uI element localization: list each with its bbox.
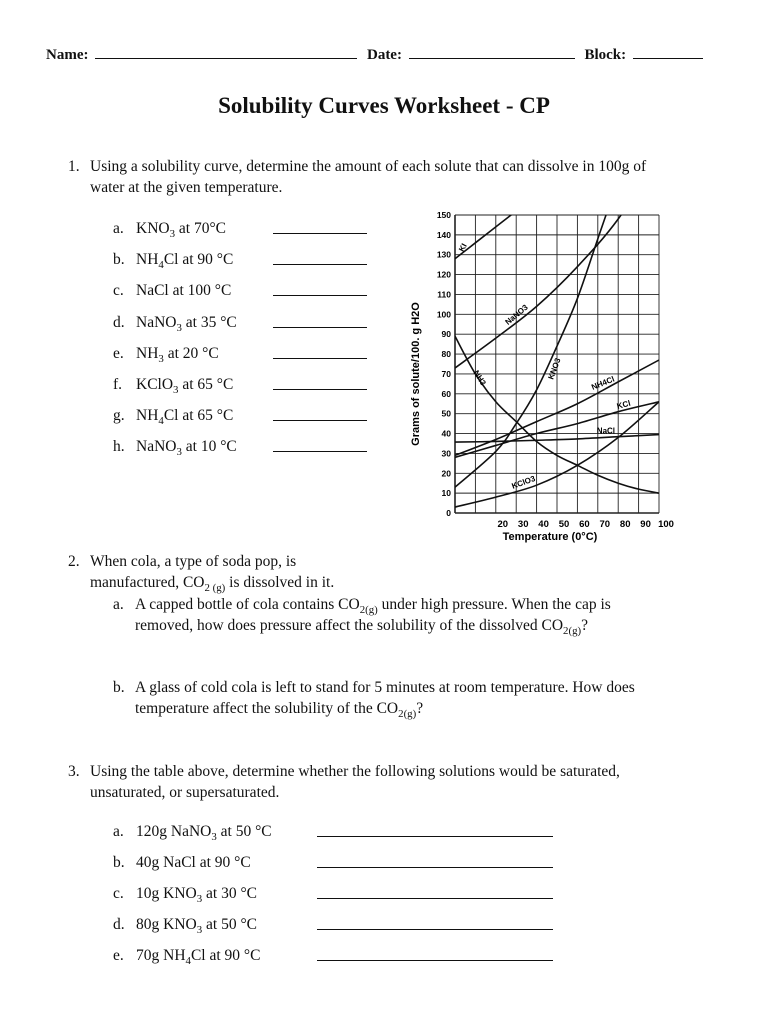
question-2b xyxy=(113,677,753,719)
q1-item-c xyxy=(113,281,371,303)
x-tick-label: 90 xyxy=(640,519,651,530)
answer-line[interactable] xyxy=(317,929,553,930)
y-axis-label: Grams of solute/100. g H2O xyxy=(410,302,422,446)
x-tick-label: 100 xyxy=(658,519,674,530)
item-text: $KNO_3$ at 70°C xyxy=(136,220,226,241)
q1-item-h xyxy=(113,437,371,459)
q3-item-d xyxy=(113,915,557,937)
y-tick-label: 0 xyxy=(446,508,451,518)
item-label: d. xyxy=(113,313,125,331)
x-tick-label: 80 xyxy=(619,519,631,530)
series-label-nh4cl: NH4Cl xyxy=(590,374,616,392)
answer-line[interactable] xyxy=(273,451,367,452)
item-text: 10g $KNO_3$ at 30 °C xyxy=(136,885,257,906)
item-text: 120g NaNO$_3$ at 50 °C xyxy=(136,823,272,844)
question-3-line-2: unsaturated, or supersaturated. xyxy=(90,784,280,801)
x-axis-label: Temperature (0°C) xyxy=(502,531,598,543)
q1-item-e xyxy=(113,344,371,366)
answer-line[interactable] xyxy=(273,389,367,390)
y-tick-label: 60 xyxy=(441,388,451,399)
page-title: Solubility Curves Worksheet - CP xyxy=(218,93,550,118)
y-tick-label: 10 xyxy=(441,488,451,499)
question-2b-line-2: temperature affect the solubility of the $CO_{2(g)}$? xyxy=(135,700,424,721)
y-tick-label: 30 xyxy=(441,448,451,459)
item-label: f. xyxy=(113,376,123,393)
item-text: 40g NaCl at 90 °C xyxy=(136,854,251,871)
date-field[interactable] xyxy=(409,46,575,59)
block-label: Block: xyxy=(584,47,627,63)
item-label: h. xyxy=(113,438,125,456)
q3-item-c xyxy=(113,884,557,906)
q1-item-d xyxy=(113,313,371,335)
x-tick-label: 50 xyxy=(558,519,570,530)
answer-line[interactable] xyxy=(273,264,367,265)
item-label: e. xyxy=(113,947,124,964)
y-tick-label: 70 xyxy=(441,368,451,379)
item-text: $NH_4Cl$ at 65 °C xyxy=(136,407,234,428)
answer-line[interactable] xyxy=(317,898,553,899)
item-text: 70g $NH_4Cl$ at 90 °C xyxy=(136,947,261,968)
question-number: 3. xyxy=(68,763,80,780)
header xyxy=(46,46,703,64)
y-tick-label: 20 xyxy=(441,468,451,479)
question-2-line-1: When cola, a type of soda pop, is xyxy=(90,553,297,570)
item-label: a. xyxy=(113,823,124,840)
question-3-line-1: Using the table above, determine whether the following solutions would be saturated, xyxy=(90,763,620,780)
y-tick-label: 130 xyxy=(436,249,451,260)
answer-line[interactable] xyxy=(317,960,553,961)
q1-item-a xyxy=(113,219,371,241)
answer-line[interactable] xyxy=(273,420,367,421)
item-label: a. xyxy=(113,220,124,237)
name-label: Name: xyxy=(46,47,89,63)
answer-line[interactable] xyxy=(273,327,367,328)
name-field[interactable] xyxy=(95,46,357,59)
y-tick-label: 110 xyxy=(437,289,451,300)
q1-item-g xyxy=(113,406,371,428)
question-1-line-2: water at the given temperature. xyxy=(90,179,283,196)
q1-item-b xyxy=(113,250,371,272)
series-label-kno3: KNO3 xyxy=(546,356,563,381)
item-text: NaNO$_3$ at 35 °C xyxy=(136,313,237,334)
x-tick-label: 70 xyxy=(599,519,611,530)
question-2b-line-1: A glass of cold cola is left to stand for 5 minutes at room temperature. How does xyxy=(135,679,635,696)
series-label-nacl: NaCl xyxy=(596,426,616,436)
question-number: 2. xyxy=(68,553,80,570)
y-tick-label: 120 xyxy=(436,269,451,280)
series-label-nano3: NaNO3 xyxy=(503,302,530,327)
x-tick-label: 40 xyxy=(538,519,549,530)
question-1-line-1: Using a solubility curve, determine the amount of each solute that can dissolve in 100g of xyxy=(90,158,647,175)
question-2 xyxy=(68,551,748,593)
y-tick-label: 100 xyxy=(436,309,451,320)
answer-line[interactable] xyxy=(317,836,553,837)
question-number: 1. xyxy=(68,158,80,175)
x-tick-label: 20 xyxy=(497,519,509,530)
item-text: KClO$_3$ at 65 °C xyxy=(136,376,234,397)
item-label: a. xyxy=(113,596,124,613)
y-tick-label: 50 xyxy=(441,408,451,419)
item-text: NaCl at 100 °C xyxy=(136,282,232,300)
answer-line[interactable] xyxy=(273,233,367,234)
question-2a-line-2: removed, how does pressure affect the solubility of the dissolved $CO_{2(g)}$? xyxy=(135,617,588,638)
item-label: g. xyxy=(113,407,125,425)
item-text: NaNO$_3$ at 10 °C xyxy=(136,438,237,459)
series-label-nh3: NH3 xyxy=(471,368,488,388)
series-label-kcl: KCl xyxy=(615,398,632,411)
y-tick-label: 90 xyxy=(441,329,451,340)
item-text: $NH_3$ at 20 °C xyxy=(136,344,219,365)
y-tick-label: 150 xyxy=(436,210,451,220)
q3-item-b xyxy=(113,853,557,875)
series-label-kclo3: KClO3 xyxy=(510,474,537,491)
y-tick-label: 140 xyxy=(436,229,451,240)
answer-line[interactable] xyxy=(317,867,553,868)
question-3 xyxy=(68,761,748,803)
solubility-chart xyxy=(405,203,674,543)
date-label: Date: xyxy=(366,47,402,63)
series-label-ki: KI xyxy=(457,241,469,254)
block-field[interactable] xyxy=(633,46,703,59)
question-2a xyxy=(113,594,753,636)
item-label: e. xyxy=(113,344,124,362)
q3-item-a xyxy=(113,822,557,844)
item-label: b. xyxy=(113,854,125,871)
question-2-line-2: manufactured, $CO_{2 (g)}$ is dissolved in it. xyxy=(90,574,335,595)
item-label: b. xyxy=(113,679,125,696)
item-label: b. xyxy=(113,251,125,269)
question-1 xyxy=(68,156,748,200)
item-label: c. xyxy=(113,885,124,902)
q3-item-e xyxy=(113,946,557,968)
answer-line[interactable] xyxy=(273,358,367,359)
q1-item-f xyxy=(113,375,371,397)
item-text: $NH_4Cl$ at 90 °C xyxy=(136,251,234,272)
item-label: c. xyxy=(113,282,124,300)
answer-line[interactable] xyxy=(273,295,367,296)
y-tick-label: 40 xyxy=(441,428,451,439)
item-label: d. xyxy=(113,916,125,933)
y-tick-label: 80 xyxy=(441,349,451,360)
item-text: 80g $KNO_3$ at 50 °C xyxy=(136,916,257,937)
x-tick-label: 60 xyxy=(579,519,590,530)
question-2a-line-1: A capped bottle of cola contains $CO_{2(g)}$ under high pressure. When the cap is xyxy=(135,596,611,617)
x-tick-label: 30 xyxy=(517,519,529,530)
